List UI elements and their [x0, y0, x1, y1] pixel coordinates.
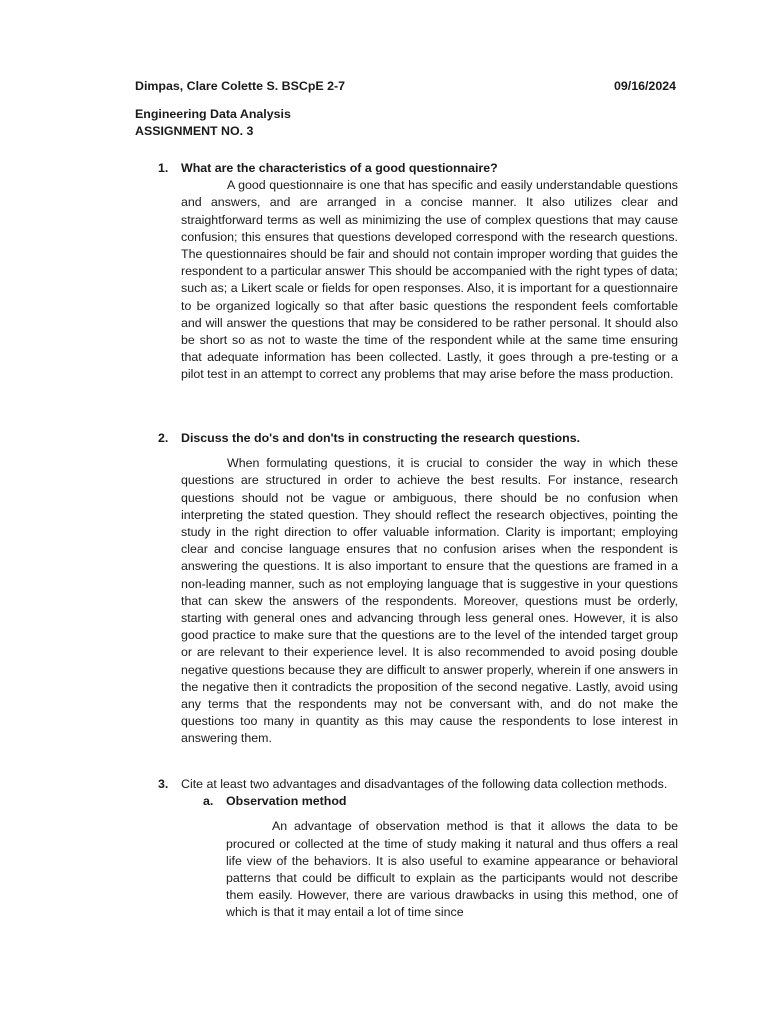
- document-header: [135, 78, 676, 95]
- question-title: Discuss the do's and don'ts in constructing the research questions.: [181, 431, 581, 445]
- sub-question-title: Observation method: [226, 794, 347, 809]
- student-name: Dimpas, Clare Colette S. BSCpE 2-7: [135, 79, 346, 93]
- question-number: 3.: [158, 777, 169, 791]
- assignment-title: ASSIGNMENT NO. 3: [135, 124, 254, 138]
- question-1: [158, 160, 678, 384]
- question-number: 1.: [158, 161, 169, 175]
- question-title: What are the characteristics of a good questionnaire?: [181, 161, 498, 175]
- answer-paragraph: A good questionnaire is one that has specific and easily understandable questions and answers, and are arranged in a concise manner. It also utilizes clear and straightforward terms as well as minimizing the use of complex questions that may cause confusion; this ensures that questions developed correspond with the research questions. The questionnaires should be fair and should not contain improper wording that guides the respondent to a particular answer This should be accompanied with the right types of data; such as; a Likert scale or fields for open responses. Also, it is important for a questionnaire to be organized logically so that after basic questions the respondent feels comfortable and will answer the questions that may be considered to be rather personal. It should also be short so as not to waste the time of the respondent while at the same time ensuring that adequate information has been collected. Lastly, it goes through a pre-testing or a pilot test in an attempt to correct any problems that may arise before the mass production.: [181, 178, 678, 382]
- question-2: [158, 430, 678, 748]
- question-number: 2.: [158, 431, 169, 445]
- question-3: [158, 776, 678, 922]
- sub-question-a: [203, 793, 678, 921]
- question-title: Cite at least two advantages and disadvantages of the following data collection methods.: [181, 777, 668, 791]
- answer-paragraph: When formulating questions, it is crucial to consider the way in which these questions are structured in order to achieve the best results. For instance, research questions should not be vague or ambiguous, there should be no confusion when interpreting the stated question. They should reflect the research objectives, pointing the study in the right direction to offer valuable information. Clarity is important; employing clear and concise language ensures that no confusion arises when the respondent is answering the questions. It is also important to ensure that the questions are framed in a non-leading manner, such as not employing language that is suggestive in your questions that can skew the answers of the respondents. Moreover, questions must be orderly, starting with general ones and advancing through less general ones. However, it is also good practice to make sure that the questions are to the level of the intended target group or are relevant to their experience level. It is also recommended to avoid posing double negative questions because they are difficult to answer properly, wherein if one answers in the negative then it contradicts the proposition of the second negative. Lastly, avoid using any terms that the respondents may not be conversant with, and do not make the questions too many in quantity as this may cause the respondents to lose interest in answering them.: [181, 456, 678, 746]
- course-title: Engineering Data Analysis: [135, 107, 291, 121]
- sub-question-letter: a.: [203, 794, 214, 809]
- document-date: 09/16/2024: [613, 79, 676, 93]
- answer-paragraph: An advantage of observation method is that it allows the data to be procured or collected at the time of study making it natural and thus offers a real life view of the behaviors. It is also useful to examine appearance or behavioral patterns that could be difficult to explain as the participants would not describe them easily. However, there are various drawbacks in using this method, one of which is that it may entail a lot of time since: [226, 819, 678, 920]
